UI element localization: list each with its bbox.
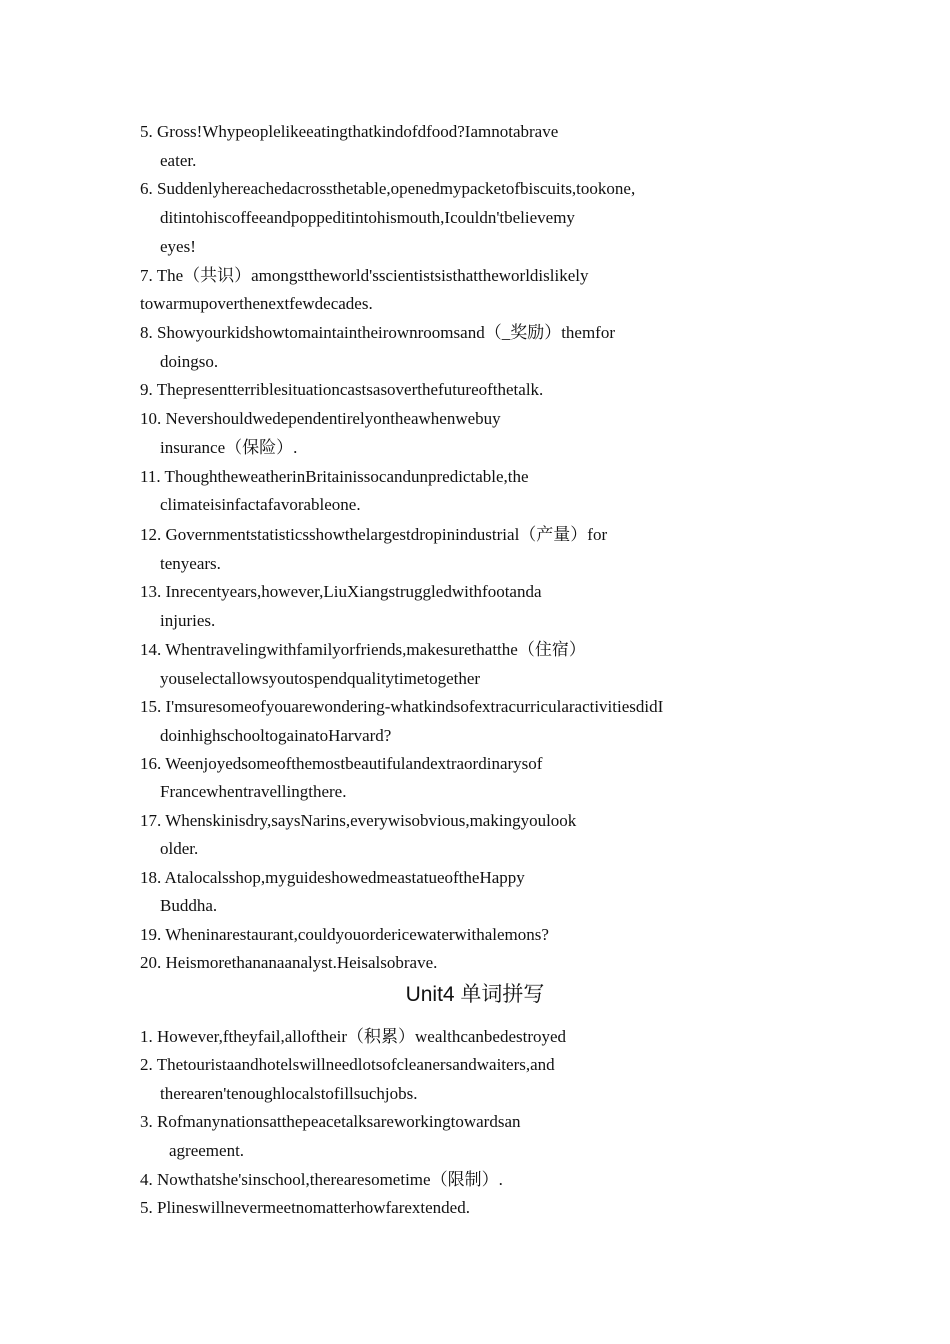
item-15-line-1: 15. I'msuresomeofyouarewondering-whatkindsofextracurricularactivitiesdidI — [140, 697, 664, 716]
item-15-line-2: doinhighschooltogainatoHarvard? — [160, 726, 392, 745]
item-18-line-2: Buddha. — [160, 896, 218, 915]
item-12-line-1: 12. Governmentstatisticsshowthelargestdropinindustrial（产量）for — [140, 525, 608, 544]
item-17-line-2: older. — [160, 839, 199, 858]
unit4-item-2-line-1: 2. Thetouristaandhotelswillneedlotsofcleanersandwaiters,and — [140, 1055, 555, 1074]
unit4-item-5-line-1: 5. Plineswillnevermeetnomatterhowfarextended. — [140, 1198, 470, 1217]
unit4-item-3-line-1: 3. Rofmanynationsatthepeacetalksareworkingtowardsan — [140, 1112, 521, 1131]
item-14-line-2: youselectallowsyoutospendqualitytimetogether — [160, 669, 481, 688]
item-17-line-1: 17. Whenskinisdry,saysNarins,everywisobvious,makingyoulook — [140, 811, 577, 830]
item-11-line-2: climateisinfactafavorableone. — [160, 495, 361, 514]
item-16-line-1: 16. Weenjoyedsomeofthemostbeautifulandextraordinarysof — [140, 754, 543, 773]
item-18-line-1: 18. Atalocalsshop,myguideshowedmeastatueoftheHappy — [140, 868, 525, 887]
item-6-line-3: eyes! — [160, 237, 196, 256]
item-5-line-2: eater. — [160, 151, 197, 170]
item-14-line-1: 14. Whentravelingwithfamilyorfriends,makesurethatthe（住宿） — [140, 640, 586, 659]
item-13-line-1: 13. Inrecentyears,however,LiuXiangstruggledwithfootanda — [140, 582, 542, 601]
item-16-line-2: Francewhentravellingthere. — [160, 782, 347, 801]
section-heading: Unit4 单词拼写 — [405, 983, 545, 1006]
item-13-line-2: injuries. — [160, 611, 216, 630]
item-10-line-1: 10. Nevershouldwedependentirelyontheawhenwebuy — [140, 409, 501, 428]
unit4-item-3-line-2: agreement. — [169, 1141, 245, 1160]
item-7-line-1: 7. The（共识）amongsttheworld'sscientistsisthattheworldislikely — [140, 266, 589, 285]
unit4-item-4-line-1: 4. Nowthatshe'sinschool,therearesometime（限制）. — [140, 1170, 503, 1189]
item-8-line-2: doingso. — [160, 352, 219, 371]
unit4-item-1-line-1: 1. However,ftheyfail,alloftheir（积累）wealthcanbedestroyed — [140, 1027, 567, 1046]
item-10-line-2: insurance（保险）. — [160, 438, 298, 457]
item-9-line-1: 9. Thepresentterriblesituationcastsasoverthefutureofthetalk. — [140, 380, 544, 399]
item-19-line-1: 19. Wheninarestaurant,couldyouordericewaterwithalemons? — [140, 925, 549, 944]
item-11-line-1: 11. ThoughtheweatherinBritainissocandunpredictable,the — [140, 467, 529, 486]
item-12-line-2: tenyears. — [160, 554, 221, 573]
item-6-line-2: ditintohiscoffeeandpoppeditintohismouth,Icouldn'tbelievemy — [160, 208, 575, 227]
item-6-line-1: 6. Suddenlyhereachedacrossthetable,openedmypacketofbiscuits,tookone, — [140, 179, 636, 198]
unit4-item-2-line-2: therearen'tenoughlocalstofillsuchjobs. — [160, 1084, 418, 1103]
item-7-line-2: towarmupoverthenextfewdecades. — [140, 294, 373, 313]
item-8-line-1: 8. Showyourkidshowtomaintaintheirownroomsand（_奖励）themfor — [140, 323, 616, 342]
item-5-line-1: 5. Gross!Whypeoplelikeeatingthatkindofdfood?Iamnotabrave — [140, 122, 559, 141]
item-20-line-1: 20. Heismorethananaanalyst.Heisalsobrave. — [140, 953, 438, 972]
